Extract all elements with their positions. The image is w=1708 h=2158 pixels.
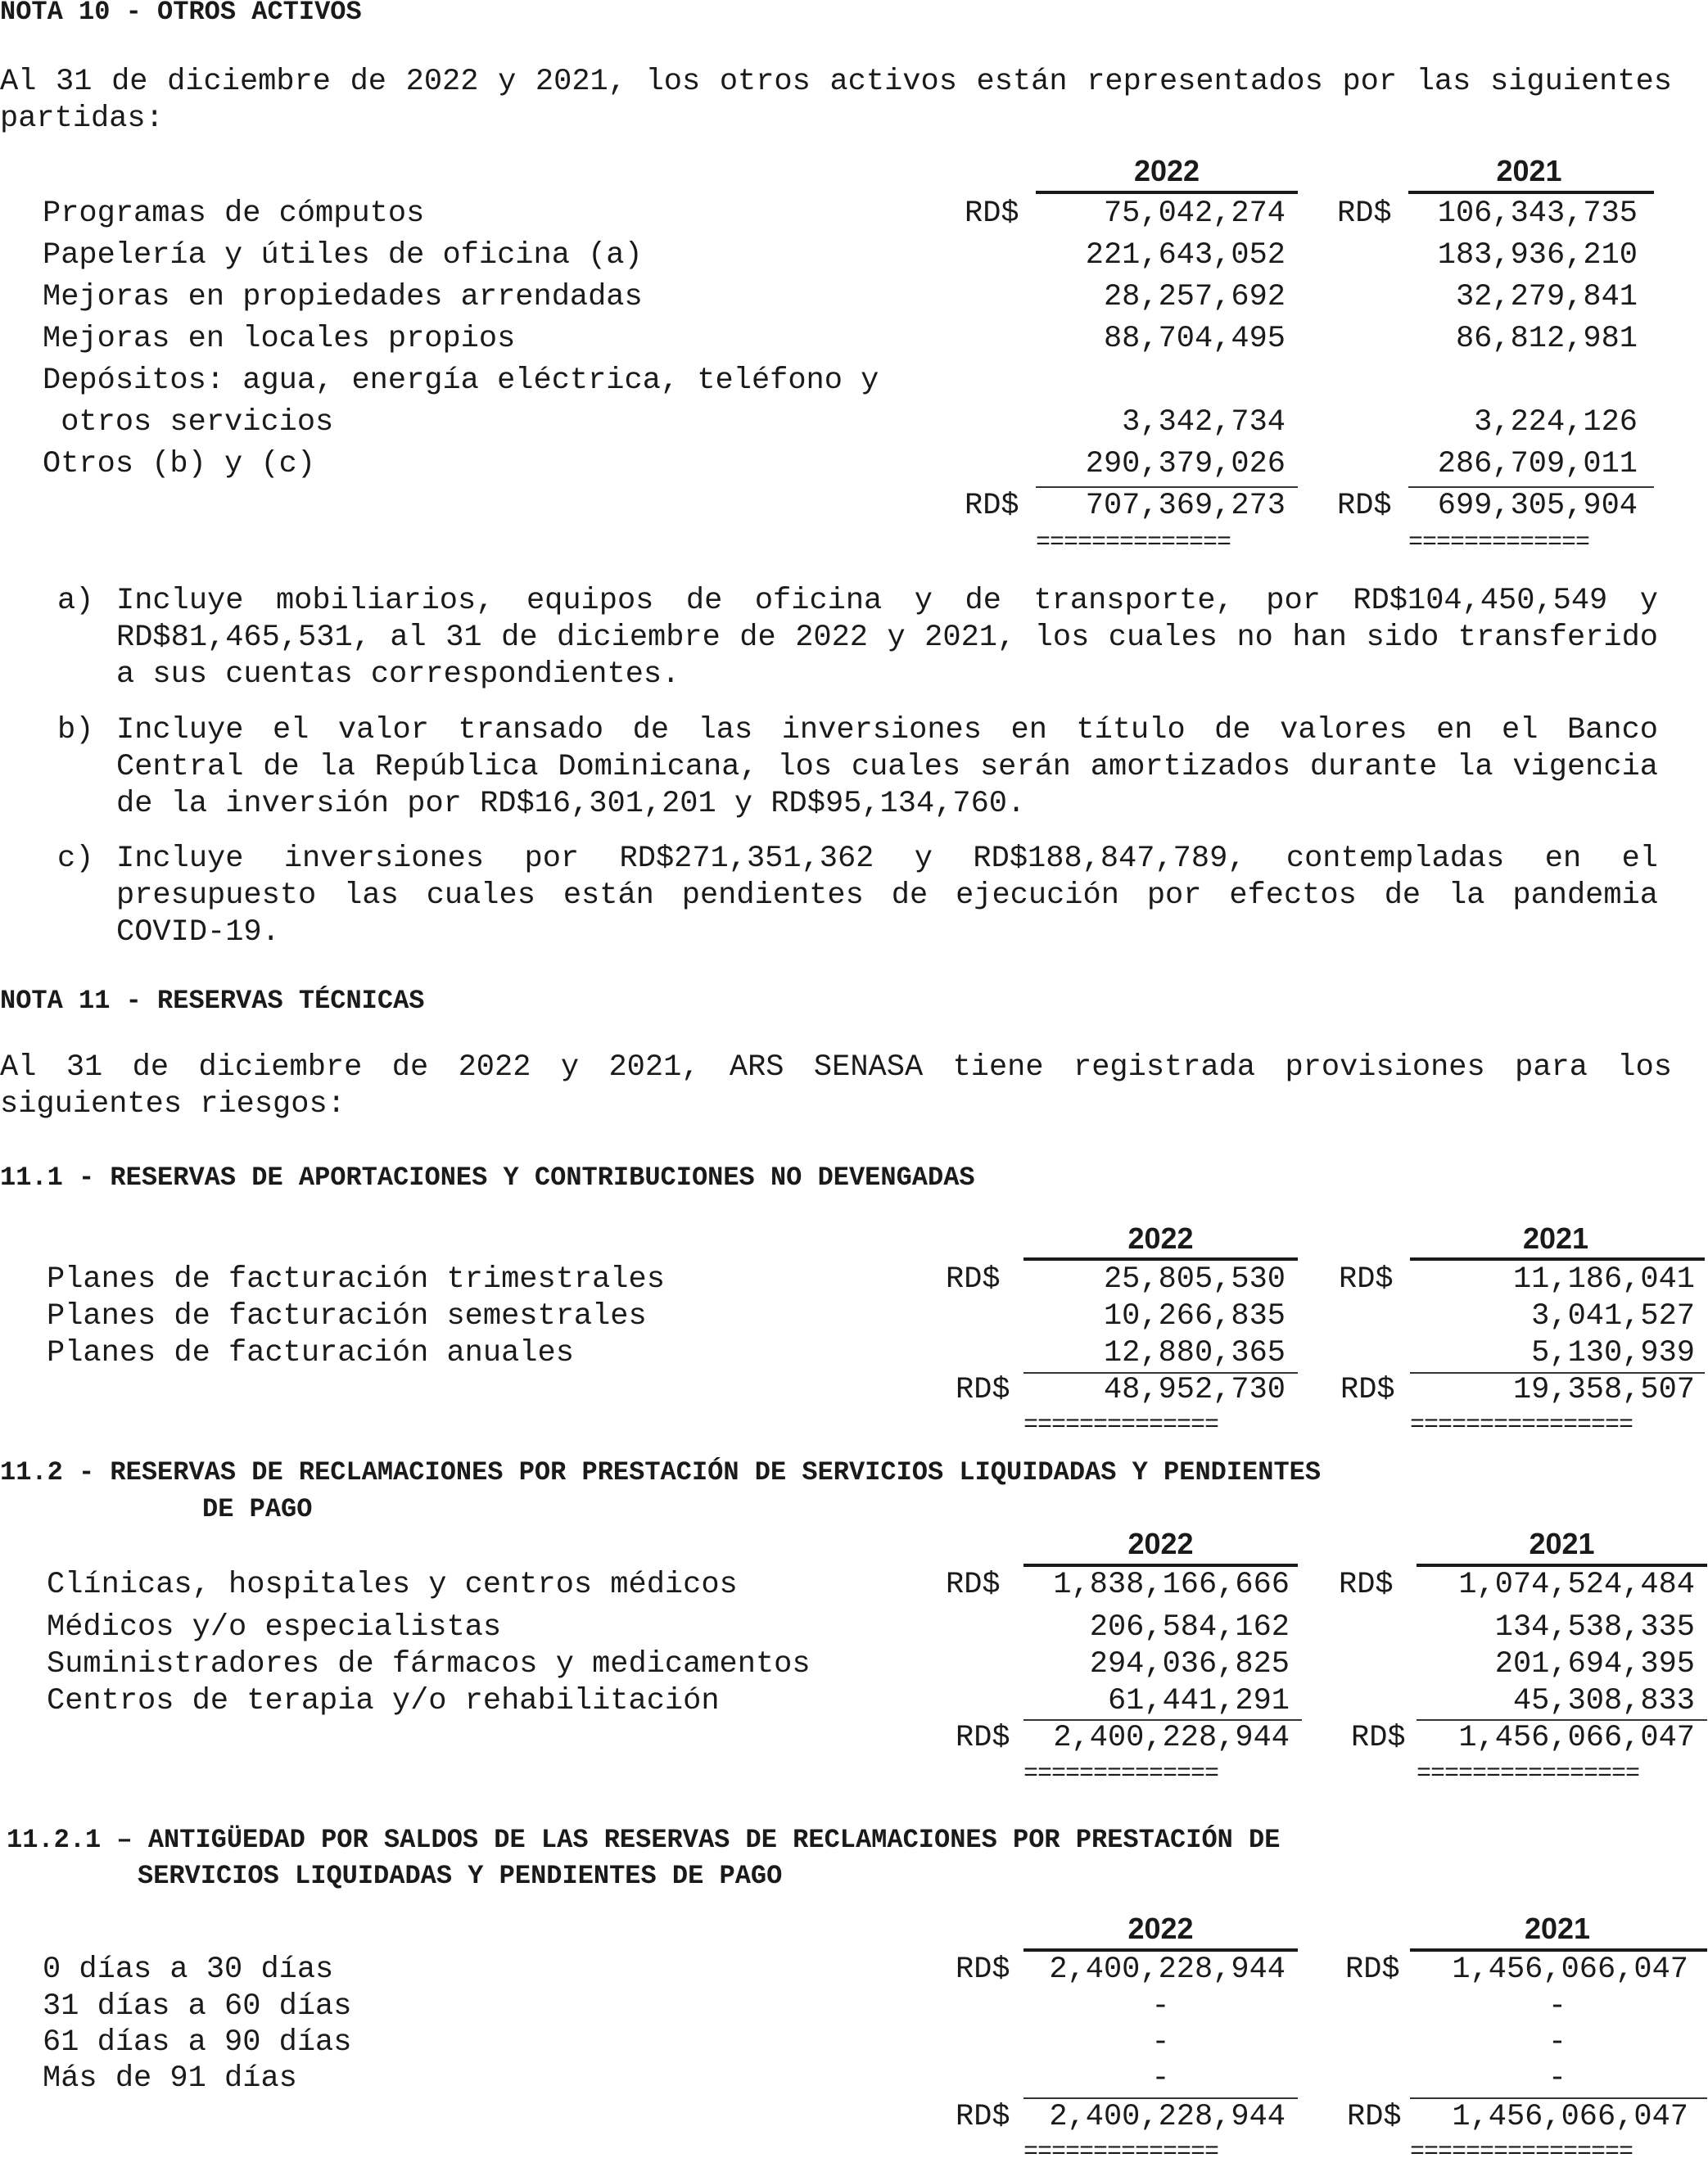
currency-label: RD$ xyxy=(1351,1721,1406,1755)
table-row xyxy=(0,322,1708,359)
total-row xyxy=(0,1721,1708,1758)
currency-label: RD$ xyxy=(956,1953,1010,1987)
double-underline-2022: ============== xyxy=(1023,1413,1219,1431)
row-label: Mejoras en locales propios xyxy=(43,322,516,356)
value-2022: 10,266,835 xyxy=(1103,1299,1286,1334)
double-underline-2022: ============== xyxy=(1023,2140,1219,2158)
row-label: 61 días a 90 días xyxy=(43,2025,352,2060)
header-rule-2021 xyxy=(1417,1564,1707,1567)
currency-label: RD$ xyxy=(946,1568,1001,1602)
total-2022: 2,400,228,944 xyxy=(1049,2100,1286,2134)
value-2021: 45,308,833 xyxy=(1512,1684,1695,1718)
total-row xyxy=(0,489,1708,526)
section-11-2-title: 11.2 - RESERVAS DE RECLAMACIONES POR PRESTACIÓN DE SERVICIOS LIQUIDADAS Y PENDIENTES xyxy=(0,1457,1322,1488)
double-underline-2022: ============== xyxy=(1023,1762,1219,1780)
row-label: Otros (b) y (c) xyxy=(43,447,316,481)
value-2022: 12,880,365 xyxy=(1103,1336,1286,1370)
value-2021: 11,186,041 xyxy=(1512,1262,1695,1297)
currency-label: RD$ xyxy=(1339,1262,1394,1297)
row-label: Médicos y/o especialistas xyxy=(47,1610,502,1645)
value-2021: 5,130,939 xyxy=(1531,1336,1695,1370)
value-2021: 286,709,011 xyxy=(1437,447,1638,481)
value-2021: 134,538,335 xyxy=(1494,1610,1695,1645)
table-row xyxy=(0,1610,1708,1648)
value-2022: 25,805,530 xyxy=(1103,1262,1286,1297)
value-2021: 3,041,527 xyxy=(1531,1299,1695,1334)
table-row xyxy=(0,363,1708,401)
note11-title: NOTA 11 - RESERVAS TÉCNICAS xyxy=(0,986,425,1016)
double-underline-2021: ================ xyxy=(1417,1762,1640,1780)
value-2022: 294,036,825 xyxy=(1089,1647,1290,1682)
section-11-2-1-title: 11.2.1 – ANTIGÜEDAD POR SALDOS DE LAS RESERVAS DE RECLAMACIONES POR PRESTACIÓN DE xyxy=(7,1825,1281,1855)
row-label: Centros de terapia y/o rehabilitación xyxy=(47,1684,720,1718)
header-rule-2021 xyxy=(1410,1948,1707,1952)
double-underline-2021: ================ xyxy=(1410,2140,1633,2158)
note10-intro: Al 31 de diciembre de 2022 y 2021, los otros activos están representados por las siguientes partidas: xyxy=(0,65,1672,136)
subtotal-rule-2022 xyxy=(1036,486,1298,488)
section-11-2-1-title-cont: SERVICIOS LIQUIDADAS Y PENDIENTES DE PAGO xyxy=(138,1861,783,1891)
value-2022: 75,042,274 xyxy=(1103,196,1286,231)
table-row xyxy=(0,196,1708,234)
year-header-2022: 2022 xyxy=(1133,154,1200,187)
value-2022: 221,643,052 xyxy=(1085,238,1286,273)
table-row xyxy=(0,1989,1708,2027)
currency-label: RD$ xyxy=(956,1373,1010,1407)
value-2021: 3,224,126 xyxy=(1474,405,1638,440)
year-header-2022: 2022 xyxy=(1127,1221,1194,1255)
total-2022: 707,369,273 xyxy=(1085,489,1286,523)
row-label: Suministradores de fármacos y medicamentos xyxy=(47,1647,811,1682)
value-2021: 183,936,210 xyxy=(1437,238,1638,273)
value-2021: 1,074,524,484 xyxy=(1458,1568,1695,1602)
value-2022: - xyxy=(1151,1989,1170,2024)
header-rule-2022 xyxy=(1036,191,1298,194)
double-underline-2021: ============= xyxy=(1408,530,1590,549)
value-2022: 206,584,162 xyxy=(1089,1610,1290,1645)
note10-title: NOTA 10 - OTROS ACTIVOS xyxy=(0,0,362,27)
footnote-b xyxy=(57,712,1658,823)
double-underline-2022: ============== xyxy=(1036,530,1231,549)
footnote-text: Incluye inversiones por RD$271,351,362 y RD$188,847,789, contempladas en el presupuesto las cuales están pendientes de ejecución por efectos de la pandemia COVID-19. xyxy=(116,842,1658,950)
total-2021: 699,305,904 xyxy=(1437,489,1638,523)
value-2022: 3,342,734 xyxy=(1122,405,1286,440)
currency-label: RD$ xyxy=(946,1262,1001,1297)
value-2022: 28,257,692 xyxy=(1103,280,1286,314)
table-row xyxy=(0,1568,1708,1605)
year-header-2022: 2022 xyxy=(1127,1527,1194,1560)
table-row xyxy=(0,1647,1708,1685)
footnote-a xyxy=(57,583,1658,693)
value-2021: 86,812,981 xyxy=(1455,322,1638,356)
table-row xyxy=(0,1336,1708,1374)
subtotal-rule-2021 xyxy=(1410,2097,1707,2099)
value-2022: 2,400,228,944 xyxy=(1049,1953,1286,1987)
total-2021: 1,456,066,047 xyxy=(1458,1721,1695,1755)
header-rule-2022 xyxy=(1023,1564,1298,1567)
total-2022: 2,400,228,944 xyxy=(1053,1721,1290,1755)
row-label: Planes de facturación trimestrales xyxy=(47,1262,665,1297)
header-rule-2022 xyxy=(1023,1948,1298,1952)
footnote-label: a) xyxy=(57,584,94,618)
section-11-2-title-cont: DE PAGO xyxy=(202,1494,313,1524)
value-2021: 106,343,735 xyxy=(1437,196,1638,231)
row-label: otros servicios xyxy=(43,405,334,440)
table-row xyxy=(0,1953,1708,1990)
currency-label: RD$ xyxy=(965,489,1019,523)
footnote-label: c) xyxy=(57,842,94,876)
footnote-text: Incluye el valor transado de las inversiones en título de valores en el Banco Central de la República Dominicana, los cuales serán amortizados durante la vigencia de la inversión por RD$16,301,201 y RD$95,134,760. xyxy=(116,713,1658,821)
value-2021: - xyxy=(1548,2025,1567,2060)
currency-label: RD$ xyxy=(1345,1953,1400,1987)
value-2022: 61,441,291 xyxy=(1107,1684,1290,1718)
year-header-2021: 2021 xyxy=(1522,1221,1589,1255)
year-header-2021: 2021 xyxy=(1496,154,1562,187)
year-header-2022: 2022 xyxy=(1127,1912,1194,1945)
currency-label: RD$ xyxy=(1340,1373,1395,1407)
currency-label: RD$ xyxy=(1347,2100,1402,2134)
row-label: Más de 91 días xyxy=(43,2061,297,2096)
total-row xyxy=(0,2100,1708,2138)
table-row xyxy=(0,2061,1708,2099)
subtotal-rule-2022 xyxy=(1023,2097,1298,2099)
value-2021: 201,694,395 xyxy=(1494,1647,1695,1682)
value-2021: 1,456,066,047 xyxy=(1452,1953,1688,1987)
table-row xyxy=(0,2025,1708,2063)
table-row xyxy=(0,1262,1708,1300)
value-2022: 1,838,166,666 xyxy=(1053,1568,1290,1602)
table-row xyxy=(0,1299,1708,1337)
footnote-c xyxy=(57,841,1658,951)
note11-intro: Al 31 de diciembre de 2022 y 2021, ARS SENASA tiene registrada provisiones para los siguientes riesgos: xyxy=(0,1050,1672,1122)
currency-label: RD$ xyxy=(965,196,1019,231)
value-2022: - xyxy=(1151,2025,1170,2060)
total-2021: 19,358,507 xyxy=(1512,1373,1695,1407)
currency-label: RD$ xyxy=(1339,1568,1394,1602)
total-row xyxy=(0,1373,1708,1411)
year-header-2021: 2021 xyxy=(1529,1527,1595,1560)
footnote-text: Incluye mobiliarios, equipos de oficina y de transporte, por RD$104,450,549 y RD$81,465,531, al 31 de diciembre de 2022 y 2021, los cuales no han sido transferido a sus cuentas correspondientes. xyxy=(116,584,1658,692)
header-rule-2021 xyxy=(1410,1257,1705,1261)
value-2021: - xyxy=(1548,1989,1567,2024)
year-header-2021: 2021 xyxy=(1524,1912,1591,1945)
table-row xyxy=(0,280,1708,318)
currency-label: RD$ xyxy=(1337,489,1392,523)
double-underline-2021: ================ xyxy=(1410,1413,1633,1431)
row-label: Programas de cómputos xyxy=(43,196,425,231)
row-label: 0 días a 30 días xyxy=(43,1953,334,1987)
value-2022: 290,379,026 xyxy=(1085,447,1286,481)
value-2021: - xyxy=(1548,2061,1567,2096)
subtotal-rule-2021 xyxy=(1408,486,1654,488)
currency-label: RD$ xyxy=(1337,196,1392,231)
table-row xyxy=(0,1684,1708,1722)
header-rule-2021 xyxy=(1408,191,1654,194)
row-label: Planes de facturación semestrales xyxy=(47,1299,647,1334)
row-label: 31 días a 60 días xyxy=(43,1989,352,2024)
section-11-1-title: 11.1 - RESERVAS DE APORTACIONES Y CONTRIBUCIONES NO DEVENGADAS xyxy=(0,1163,975,1193)
row-label: Mejoras en propiedades arrendadas xyxy=(43,280,643,314)
footnote-label: b) xyxy=(57,713,94,747)
row-label: Depósitos: agua, energía eléctrica, teléfono y xyxy=(43,363,879,398)
total-2022: 48,952,730 xyxy=(1103,1373,1286,1407)
row-label: Planes de facturación anuales xyxy=(47,1336,574,1370)
currency-label: RD$ xyxy=(956,1721,1010,1755)
row-label: Clínicas, hospitales y centros médicos xyxy=(47,1568,738,1602)
value-2022: - xyxy=(1151,2061,1170,2096)
table-row xyxy=(0,405,1708,443)
table-row xyxy=(0,238,1708,276)
total-2021: 1,456,066,047 xyxy=(1452,2100,1688,2134)
header-rule-2022 xyxy=(1023,1257,1298,1261)
value-2022: 88,704,495 xyxy=(1103,322,1286,356)
value-2021: 32,279,841 xyxy=(1455,280,1638,314)
currency-label: RD$ xyxy=(956,2100,1010,2134)
row-label: Papelería y útiles de oficina (a) xyxy=(43,238,643,273)
table-row xyxy=(0,447,1708,485)
